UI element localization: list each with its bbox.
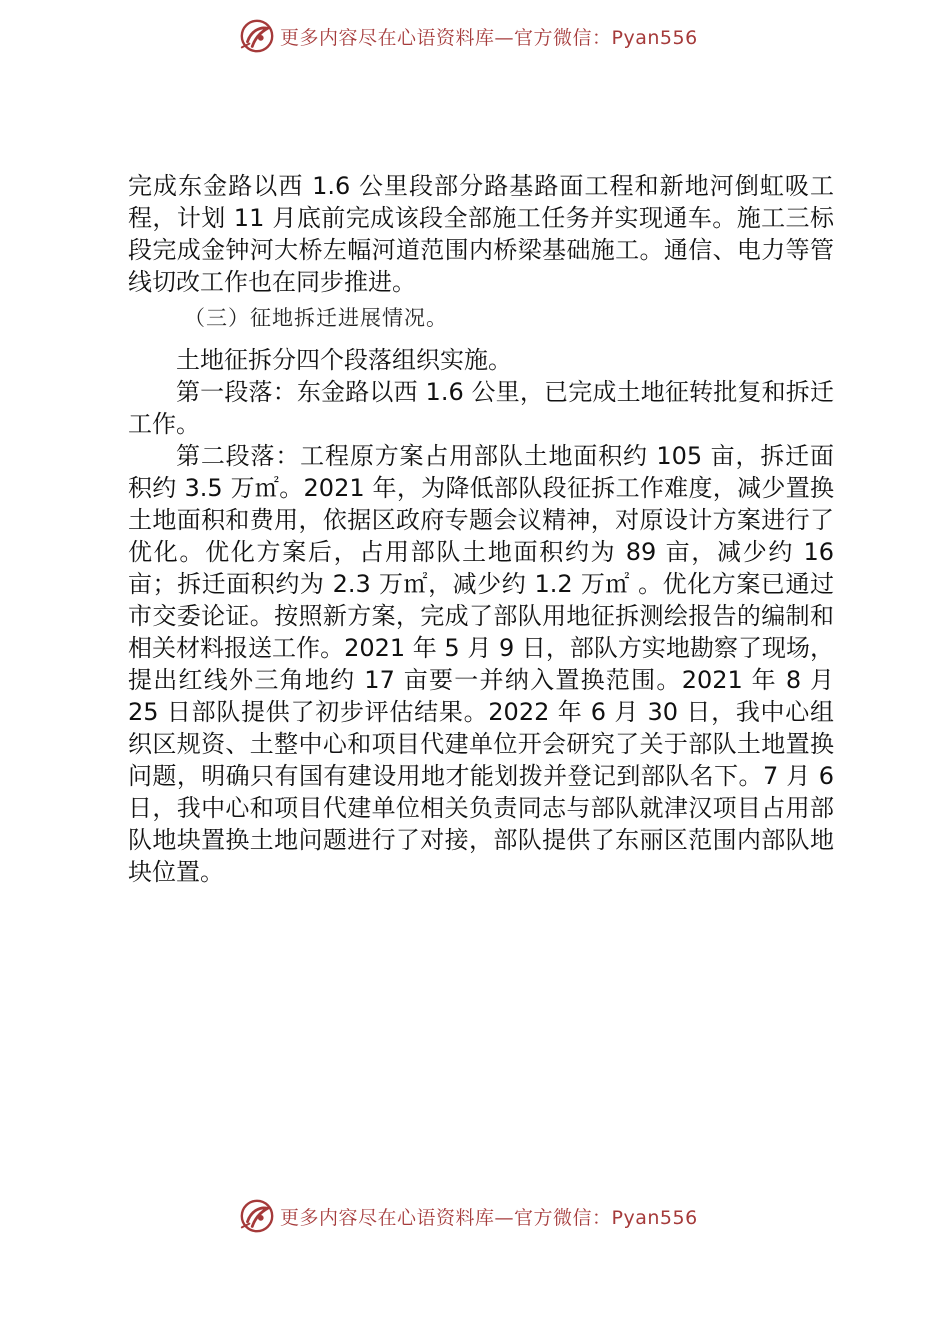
watermark-wechat-id: Pyan556 [611, 1206, 698, 1229]
paragraph-section-2: 第二段落：工程原方案占用部队土地面积约 105 亩，拆迁面积约 3.5 万㎡。2021 年，为降低部队段征拆工作难度，减少置换土地面积和费用，依据区政府专题会议精神，对原设计方案进行了优化。优化方案后，占用部队土地面积约为 89 亩，减少约 16 亩；拆迁面积约为 2.3 万㎡，减少约 1.2 万㎡ 。优化方案已通过市交委论证。按照新方案，完成了部队用地征拆测绘报告的编制和相关材料报送工作。2021 年 5 月 9 日，部队方实地勘察了现场，提出红线外三角地约 17 亩要一并纳入置换范围。2021 年 8 月 25 日部队提供了初步评估结果。2022 年 6 月 30 日，我中心组织区规资、土整中心和项目代建单位开会研究了关于部队土地置换问题，明确只有国有建设用地才能划拨并登记到部队名下。7 月 6 日，我中心和项目代建单位相关负责同志与部队就津汉项目占用部队地块置换土地问题进行了对接，部队提供了东丽区范围内部队地块位置。 [128, 442, 834, 886]
watermark-header [238, 16, 698, 56]
section-heading: （三）征地拆迁进展情况。 [184, 306, 448, 330]
logo-icon [238, 1197, 276, 1235]
watermark-text: 更多内容尽在心语资料库—官方微信：Pyan556 [280, 26, 698, 49]
watermark-footer [238, 1196, 698, 1236]
paragraph-overview: 土地征拆分四个段落组织实施。 [176, 346, 512, 374]
document-body [128, 170, 834, 888]
paragraph-section-1: 第一段落：东金路以西 1.6 公里，已完成土地征转批复和拆迁工作。 [128, 378, 834, 438]
logo-icon [238, 17, 276, 55]
watermark-text: 更多内容尽在心语资料库—官方微信：Pyan556 [280, 1206, 698, 1229]
watermark-wechat-id: Pyan556 [611, 26, 698, 49]
paragraph-intro: 完成东金路以西 1.6 公里段部分路基路面工程和新地河倒虹吸工程，计划 11 月底前完成该段全部施工任务并实现通车。施工三标段完成金钟河大桥左幅河道范围内桥梁基础施工。通信、电力等管线切改工作也在同步推进。 [128, 172, 834, 296]
